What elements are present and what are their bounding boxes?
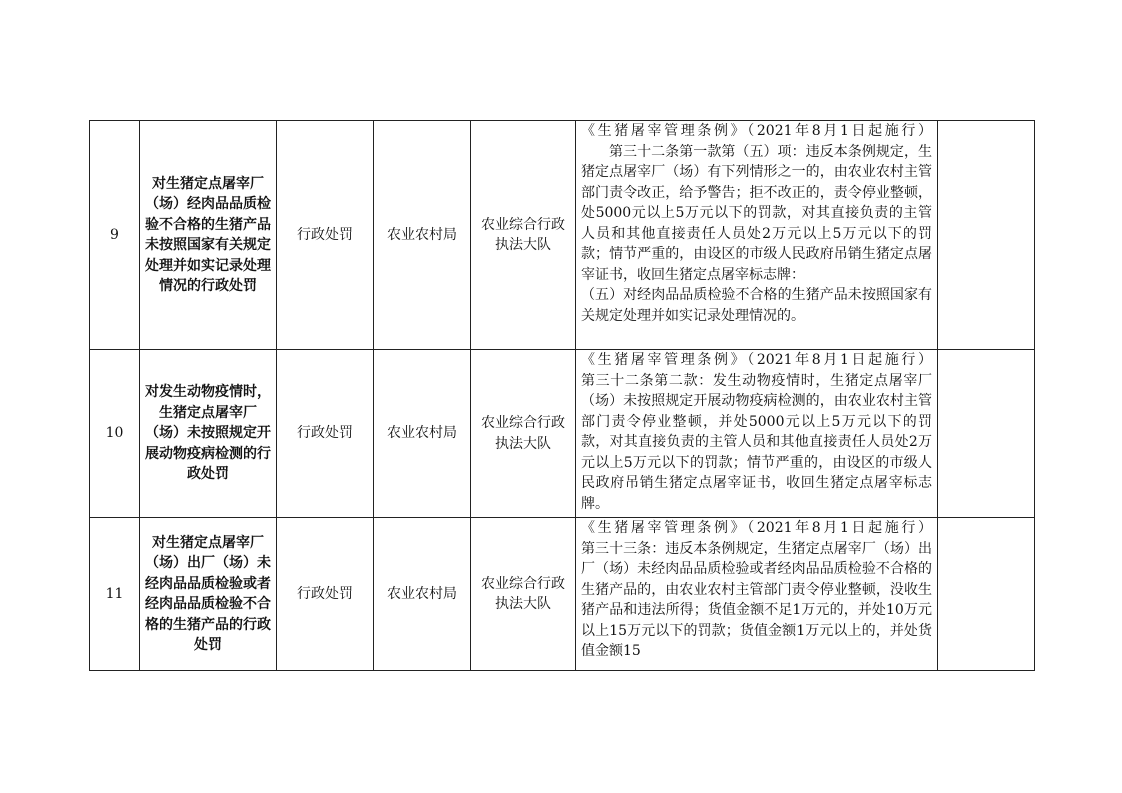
basis-extra-text: （五）对经肉品品质检验不合格的生猪产品未按照国家有关规定处理并如实记录处理情况的。 — [581, 287, 932, 324]
legal-basis — [576, 350, 938, 518]
table-row — [90, 350, 1035, 518]
row-number: 9 — [90, 121, 140, 350]
row-number: 10 — [90, 350, 140, 518]
enforcement-unit: 农业综合行政执法大队 — [471, 121, 576, 350]
legal-basis — [576, 121, 938, 350]
item-type: 行政处罚 — [277, 121, 374, 350]
item-type: 行政处罚 — [277, 350, 374, 518]
law-title: 《生猪屠宰管理条例》（2021年8月1日起施行） — [581, 520, 932, 536]
table-row — [90, 518, 1035, 671]
basis-text: 第三十二条第一款第（五）项：违反本条例规定，生猪定点屠宰厂（场）有下列情形之一的，由农业农村主管部门责令改正，给予警告；拒不改正的，责令停业整顿，处5000元以上5万元以下的罚款，对其直接负责的主管人员和其他直接责任人员处2万元以上5万元以下的罚款；情节严重的，由设区的市级人民政府吊销生猪定点屠宰证书，收回生猪定点屠宰标志牌： — [581, 143, 932, 283]
remarks — [938, 350, 1035, 518]
item-name: 对生猪定点屠宰厂（场）出厂（场）未经肉品品质检验或者经肉品品质检验不合格的生猪产品的行政处罚 — [140, 518, 277, 671]
law-title: 《生猪屠宰管理条例》（2021年8月1日起施行） — [581, 123, 932, 139]
item-name: 对发生动物疫情时，生猪定点屠宰厂（场）未按照规定开展动物疫病检测的行政处罚 — [140, 350, 277, 518]
department: 农业农村局 — [374, 518, 471, 671]
legal-basis — [576, 518, 938, 671]
item-type: 行政处罚 — [277, 518, 374, 671]
department: 农业农村局 — [374, 121, 471, 350]
enforcement-unit: 农业综合行政执法大队 — [471, 518, 576, 671]
basis-text: 第三十三条：违反本条例规定，生猪定点屠宰厂（场）出厂（场）未经肉品品质检验或者经肉品品质检验不合格的生猪产品的，由农业农村主管部门责令停业整顿，没收生猪产品和违法所得；货值金额不足1万元的，并处10万元以上15万元以下的罚款；货值金额1万元以上的，并处货值金额15 — [581, 540, 932, 659]
department: 农业农村局 — [374, 350, 471, 518]
item-name: 对生猪定点屠宰厂（场）经肉品品质检验不合格的生猪产品未按照国家有关规定处理并如实记录处理情况的行政处罚 — [140, 121, 277, 350]
penalty-table — [89, 120, 1035, 671]
table-row — [90, 121, 1035, 350]
remarks — [938, 518, 1035, 671]
basis-text: 第三十二条第二款：发生动物疫情时，生猪定点屠宰厂（场）未按照规定开展动物疫病检测的，由农业农村主管部门责令停业整顿，并处5000元以上5万元以下的罚款，对其直接负责的主管人员和其他直接责任人员处2万元以上5万元以下的罚款；情节严重的，由设区的市级人民政府吊销生猪定点屠宰证书，收回生猪定点屠宰标志牌。 — [581, 372, 932, 512]
enforcement-unit: 农业综合行政执法大队 — [471, 350, 576, 518]
row-number: 11 — [90, 518, 140, 671]
remarks — [938, 121, 1035, 350]
law-title: 《生猪屠宰管理条例》（2021年8月1日起施行） — [581, 352, 932, 368]
